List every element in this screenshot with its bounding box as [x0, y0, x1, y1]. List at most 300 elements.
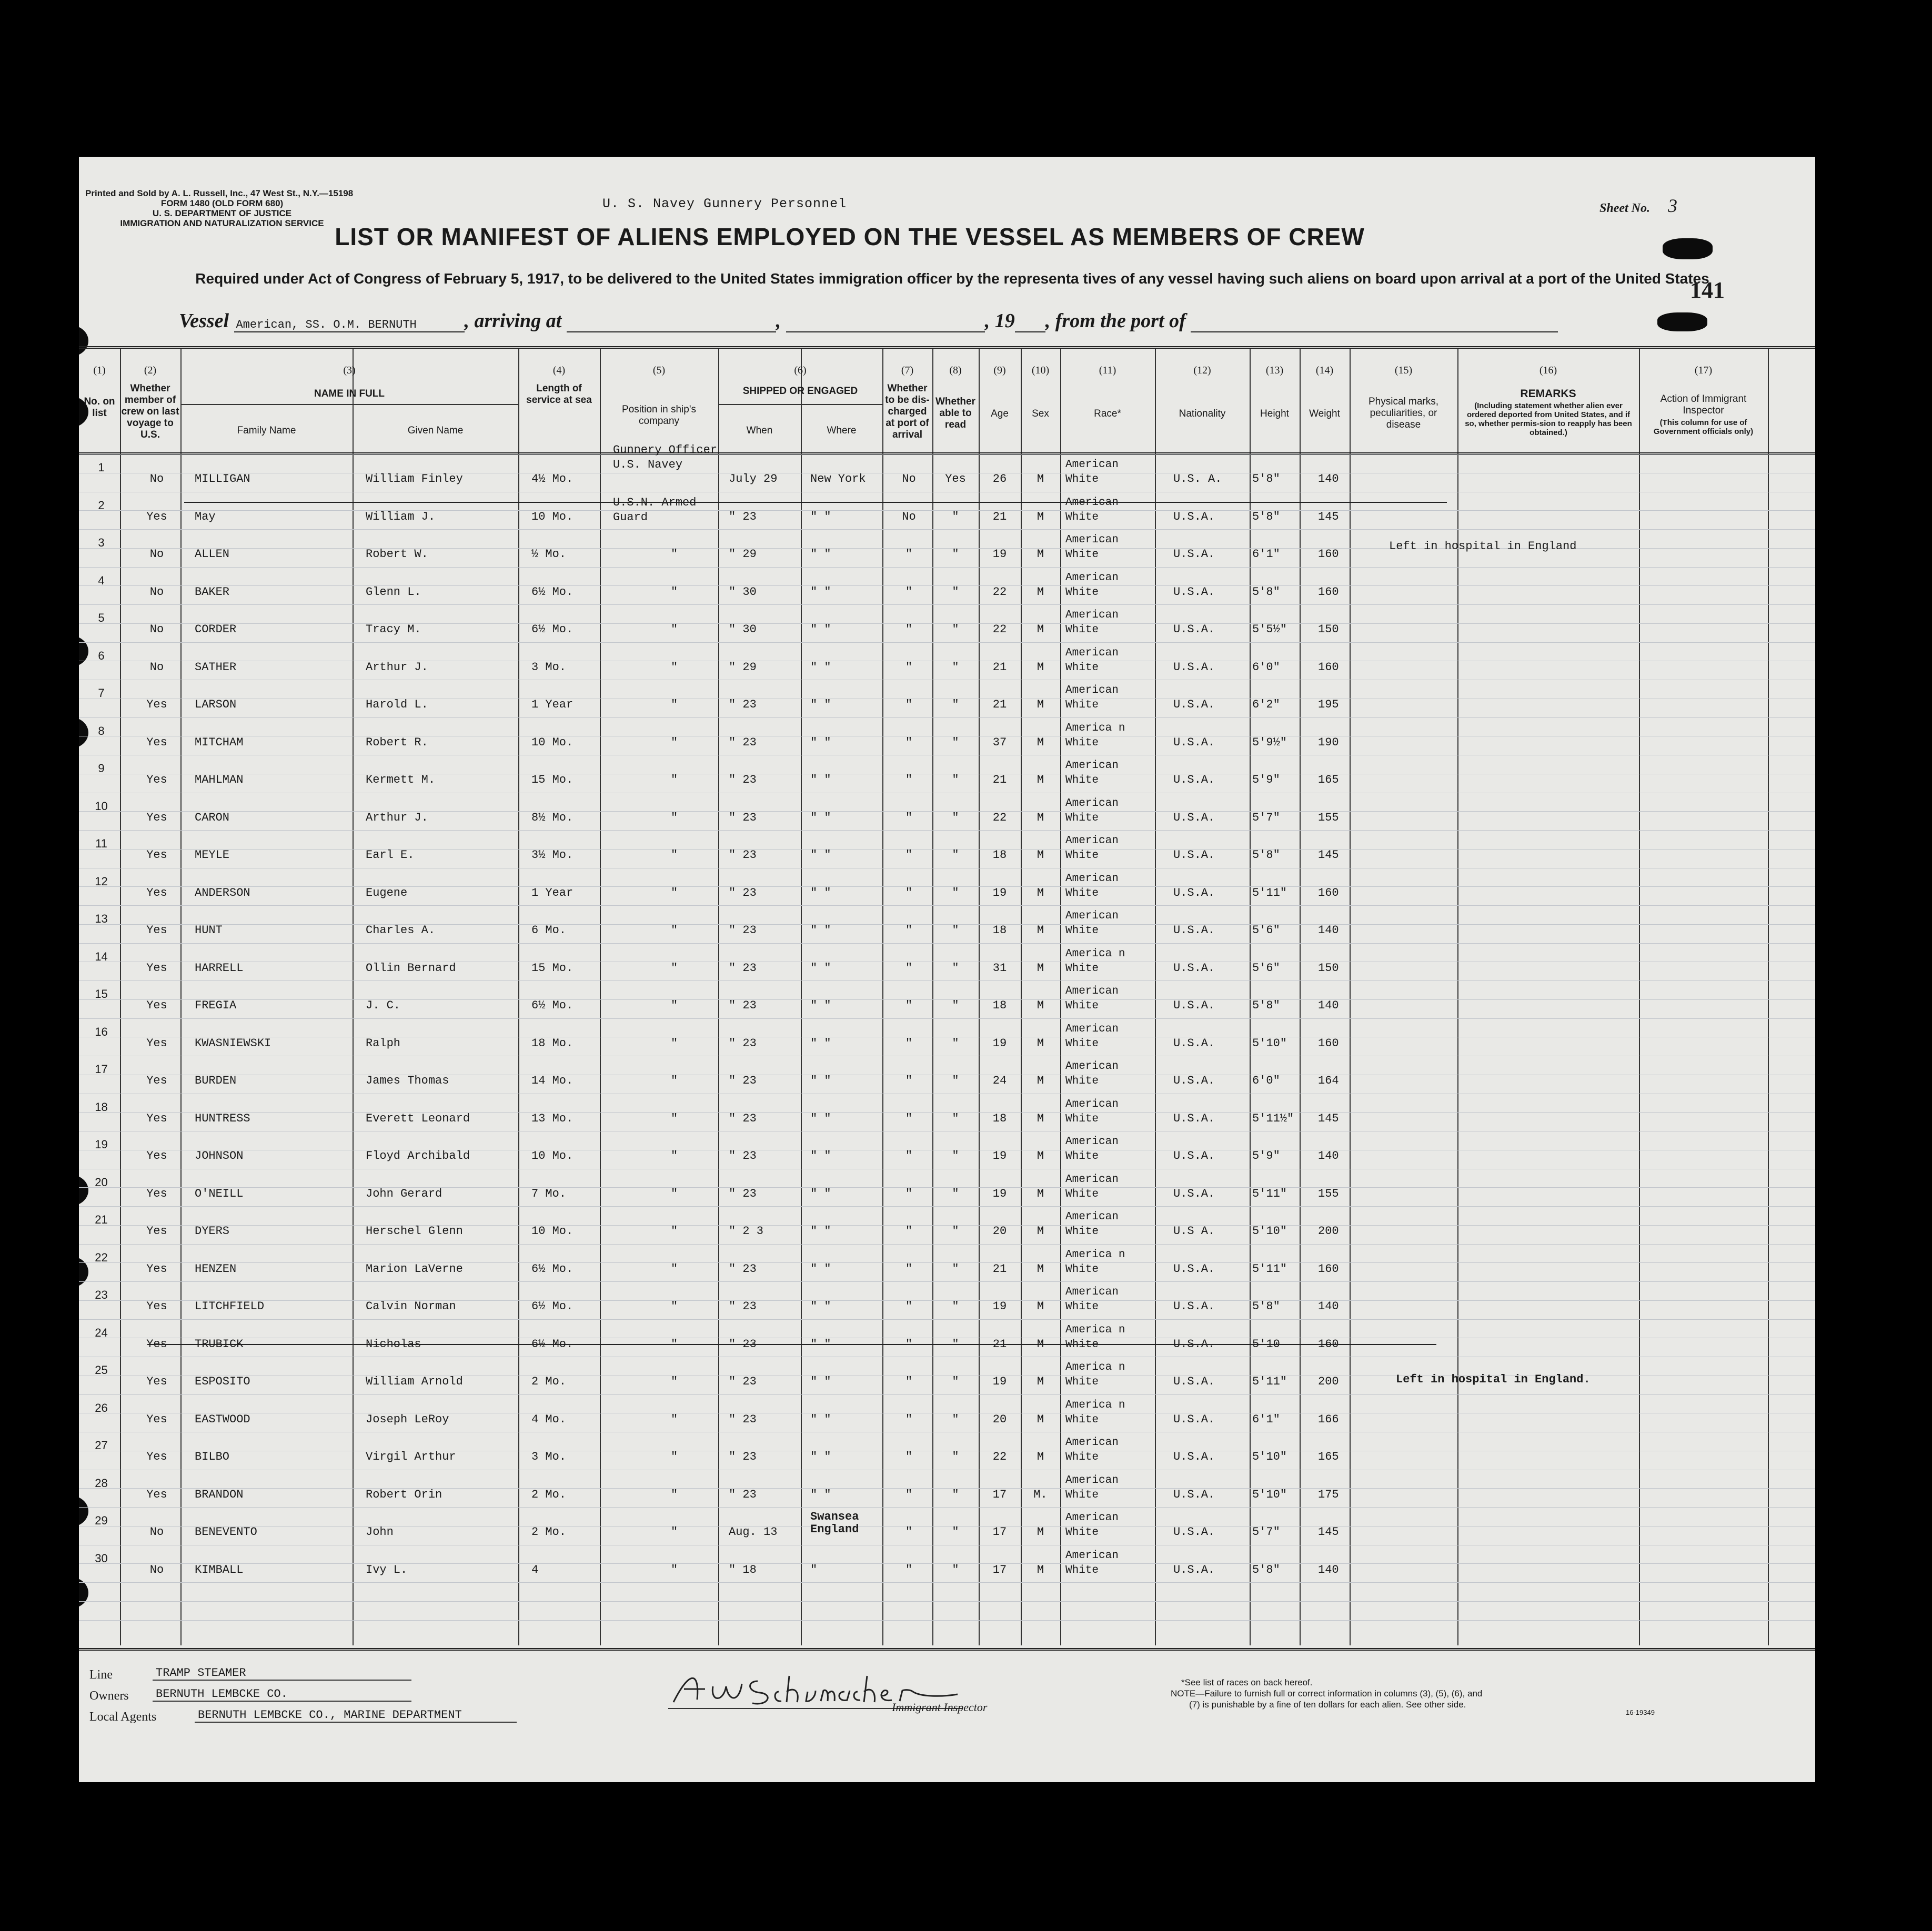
cell-read: ": [952, 1149, 959, 1162]
cell-service: 6½ Mo.: [531, 585, 573, 599]
cell-weight: 164: [1318, 1074, 1339, 1087]
cell-position: ": [671, 811, 678, 824]
col-num: (2): [144, 365, 157, 376]
row-number: 16: [95, 1025, 108, 1038]
cell-age: 20: [992, 1225, 1007, 1238]
cell-height: 5'11": [1252, 1187, 1287, 1200]
cell-read: ": [952, 811, 959, 824]
cell-read: ": [952, 585, 959, 599]
col-num: (14): [1315, 365, 1334, 376]
cell-age: 19: [992, 1187, 1007, 1200]
col-num: (1): [93, 365, 106, 376]
cell-weight: 165: [1318, 1450, 1339, 1463]
cell-member: Yes: [146, 1074, 167, 1087]
cell-weight: 200: [1318, 1225, 1339, 1238]
cell-age: 26: [992, 472, 1007, 486]
row-number: 27: [95, 1439, 108, 1452]
cell-read: ": [952, 961, 959, 975]
cell-given: William Finley: [366, 472, 463, 486]
row-number: 6: [98, 649, 105, 662]
shipped-header-rule: [718, 404, 882, 405]
cell-given: Glenn L.: [366, 585, 421, 599]
manifest-sheet: [79, 157, 1815, 1782]
cell-where: " ": [810, 1337, 831, 1351]
cell-position: ": [671, 548, 678, 561]
cell-age: 37: [992, 735, 1007, 749]
cell-discharged: ": [905, 1036, 913, 1050]
cell-sex: M: [1037, 961, 1044, 975]
cell-sex: M: [1037, 999, 1044, 1012]
cell-given: Everett Leonard: [366, 1111, 470, 1125]
cell-member: No: [149, 660, 164, 674]
cell-read: Yes: [945, 472, 966, 486]
cell-discharged: ": [905, 735, 913, 749]
cell-member: Yes: [146, 510, 167, 523]
row-number: 21: [95, 1213, 108, 1226]
cell-race: American White: [1065, 1549, 1119, 1576]
cell-member: Yes: [146, 698, 167, 711]
cell-nationality: U.S.A.: [1173, 510, 1215, 523]
page-number: 141: [1690, 277, 1725, 303]
row-number: 29: [95, 1514, 108, 1527]
cell-age: 21: [992, 660, 1007, 674]
cell-position: ": [671, 999, 678, 1012]
row-number: 24: [95, 1326, 108, 1339]
cell-read: ": [952, 1337, 959, 1351]
cell-height: 5'8": [1252, 510, 1280, 523]
cell-age: 20: [992, 1412, 1007, 1426]
cell-position: ": [671, 1488, 678, 1501]
cell-service: 10 Mo.: [531, 510, 573, 523]
cell-height: 5'9": [1252, 773, 1280, 786]
cell-discharged: ": [905, 1111, 913, 1125]
cell-race: American White: [1065, 646, 1119, 674]
cell-service: 14 Mo.: [531, 1074, 573, 1087]
cell-position: ": [671, 1450, 678, 1463]
header-sex: Sex: [1032, 408, 1049, 419]
cell-sex: M: [1037, 548, 1044, 561]
cell-position: ": [671, 1412, 678, 1426]
cell-race: America n White: [1065, 1248, 1125, 1276]
row-number: 20: [95, 1175, 108, 1189]
cell-read: ": [952, 1450, 959, 1463]
cell-race: American White: [1065, 910, 1119, 937]
cell-family: ANDERSON: [195, 886, 250, 899]
cell-family: EASTWOOD: [195, 1412, 250, 1426]
cell-weight: 160: [1318, 585, 1339, 599]
cell-discharged: ": [905, 848, 913, 862]
cell-nationality: U.S.A.: [1173, 585, 1215, 599]
cell-age: 18: [992, 999, 1007, 1012]
cell-age: 18: [992, 848, 1007, 862]
cell-where: " ": [810, 1187, 831, 1200]
cell-discharged: ": [905, 1525, 913, 1539]
header-remarks-note: (Including statement whether alien ever ordered deported from United States, and if so, whether permis-sion to reapply has been obtained.): [1465, 401, 1632, 437]
header-discharged: Whether to be dis-charged at port of arrival: [885, 383, 930, 440]
cell-family: MILLIGAN: [195, 472, 250, 486]
cell-read: ": [952, 999, 959, 1012]
cell-service: 2 Mo.: [531, 1525, 567, 1539]
cell-position: ": [671, 886, 678, 899]
cell-where: " ": [810, 924, 831, 937]
cell-weight: 145: [1318, 510, 1339, 523]
row-number: 23: [95, 1288, 108, 1301]
cell-family: BRANDON: [195, 1488, 244, 1501]
cell-sex: M: [1037, 735, 1044, 749]
cell-nationality: U.S.A.: [1173, 548, 1215, 561]
row-number: 12: [95, 874, 108, 888]
cell-height: 5'9": [1252, 1149, 1280, 1162]
cell-service: 10 Mo.: [531, 1149, 573, 1162]
row-number: 9: [98, 762, 105, 775]
service-line: IMMIGRATION AND NATURALIZATION SERVICE: [120, 218, 324, 228]
line-label: Line: [89, 1668, 113, 1682]
cell-age: 19: [992, 548, 1007, 561]
cell-when: " 18: [729, 1563, 757, 1576]
cell-nationality: U.S.A.: [1173, 1036, 1215, 1050]
cell-height: 5'11": [1252, 1375, 1287, 1388]
header-family-name: Family Name: [237, 425, 296, 436]
cell-age: 21: [992, 1337, 1007, 1351]
cell-where: " ": [810, 886, 831, 899]
col-num: (15): [1394, 365, 1413, 376]
row-number: 11: [95, 837, 107, 850]
col-num: (12): [1193, 365, 1211, 376]
cell-position: ": [671, 1149, 678, 1162]
cell-discharged: ": [905, 999, 913, 1012]
cell-age: 19: [992, 1375, 1007, 1388]
ruling-line: [79, 1394, 1815, 1395]
form-number: 16-19349: [1626, 1708, 1655, 1716]
cell-weight: 140: [1318, 924, 1339, 937]
cell-discharged: ": [905, 548, 913, 561]
cell-where: " ": [810, 961, 831, 975]
cell-position: ": [671, 773, 678, 786]
row-number: 13: [95, 912, 108, 925]
cell-read: ": [952, 1300, 959, 1313]
cell-position: ": [671, 1111, 678, 1125]
cell-discharged: ": [905, 623, 913, 636]
cell-position: ": [671, 1187, 678, 1200]
cell-race: American White: [1065, 534, 1119, 561]
vessel-value: American, SS. O.M. BERNUTH: [234, 318, 465, 332]
cell-family: HARRELL: [195, 961, 244, 975]
cell-age: 19: [992, 1036, 1007, 1050]
cell-when: " 23: [729, 1111, 757, 1125]
cell-service: 6½ Mo.: [531, 1300, 573, 1313]
cell-member: No: [149, 472, 164, 486]
cell-age: 21: [992, 698, 1007, 711]
cell-family: BILBO: [195, 1450, 230, 1463]
cell-nationality: U.S.A.: [1173, 1337, 1215, 1351]
cell-sex: M: [1037, 1187, 1044, 1200]
cell-sex: M.: [1033, 1488, 1048, 1501]
cell-where: " ": [810, 1036, 831, 1050]
header-position: Position in ship's company: [622, 404, 696, 427]
cell-position: ": [671, 1525, 678, 1539]
cell-family: HENZEN: [195, 1262, 237, 1276]
sheet-number-value: 3: [1668, 195, 1677, 216]
cell-where: " ": [810, 811, 831, 824]
arriving-blank: [567, 331, 776, 332]
cell-discharged: ": [905, 1337, 913, 1351]
cell-discharged: No: [902, 472, 916, 486]
cell-given: John Gerard: [366, 1187, 442, 1200]
cell-given: Charles A.: [366, 924, 436, 937]
cell-age: 18: [992, 924, 1007, 937]
inspector-label: Immigrant Inspector: [892, 1701, 988, 1714]
cell-read: ": [952, 510, 959, 523]
cell-given: John: [366, 1525, 394, 1539]
cell-weight: 160: [1318, 548, 1339, 561]
cell-member: Yes: [146, 1036, 167, 1050]
cell-read: ": [952, 1074, 959, 1087]
cell-weight: 165: [1318, 773, 1339, 786]
cell-read: ": [952, 1225, 959, 1238]
cell-weight: 150: [1318, 623, 1339, 636]
cell-weight: 200: [1318, 1375, 1339, 1388]
cell-weight: 160: [1318, 886, 1339, 899]
cell-service: 6½ Mo.: [531, 623, 573, 636]
cell-age: 17: [992, 1488, 1007, 1501]
cell-nationality: U.S.A.: [1173, 886, 1215, 899]
row-number: 17: [95, 1063, 108, 1076]
cell-member: No: [149, 1525, 164, 1539]
cell-family: MITCHAM: [195, 735, 244, 749]
cell-family: LARSON: [195, 698, 237, 711]
cell-nationality: U.S.A.: [1173, 961, 1215, 975]
cell-member: No: [149, 548, 164, 561]
cell-race: American White: [1065, 609, 1119, 636]
cell-family: ALLEN: [195, 548, 230, 561]
cell-age: 19: [992, 1149, 1007, 1162]
cell-nationality: U.S.A.: [1173, 1563, 1215, 1576]
cell-read: ": [952, 1412, 959, 1426]
col-num: (3): [343, 365, 356, 376]
cell-weight: 155: [1318, 811, 1339, 824]
cell-race: American White: [1065, 1474, 1119, 1501]
cell-height: 5'10: [1252, 1337, 1280, 1351]
cell-when: " 23: [729, 1488, 757, 1501]
cell-member: No: [149, 585, 164, 599]
cell-member: Yes: [146, 999, 167, 1012]
cell-family: JOHNSON: [195, 1149, 244, 1162]
cell-member: Yes: [146, 1187, 167, 1200]
cell-position: ": [671, 1300, 678, 1313]
cell-where: " ": [810, 1074, 831, 1087]
cell-where: " ": [810, 1300, 831, 1313]
cell-height: 6'0": [1252, 660, 1280, 674]
ruling-line: [79, 905, 1815, 906]
cell-position: ": [671, 924, 678, 937]
cell-given: Harold L.: [366, 698, 428, 711]
punch-hole: [79, 1577, 88, 1609]
cell-nationality: U.S.A.: [1173, 698, 1215, 711]
cell-read: ": [952, 848, 959, 862]
cell-discharged: ": [905, 961, 913, 975]
cell-weight: 150: [1318, 961, 1339, 975]
cell-nationality: U.S.A.: [1173, 999, 1215, 1012]
cell-weight: 195: [1318, 698, 1339, 711]
cell-discharged: ": [905, 585, 913, 599]
cell-read: ": [952, 1111, 959, 1125]
cell-sex: M: [1037, 698, 1044, 711]
header-action-note: (This column for use of Government officials only): [1653, 418, 1754, 436]
cell-position: ": [671, 623, 678, 636]
cell-height: 5'7": [1252, 1525, 1280, 1539]
cell-race: American White: [1065, 1173, 1119, 1200]
cell-height: 6'1": [1252, 548, 1280, 561]
cell-weight: 160: [1318, 1036, 1339, 1050]
cell-member: Yes: [146, 924, 167, 937]
cell-where: New York: [810, 472, 866, 486]
cell-given: Ivy L.: [366, 1563, 408, 1576]
vessel-line: Vessel American, SS. O.M. BERNUTH , arriving at , , 19 , from the port of: [179, 309, 1558, 332]
cell-race: American White: [1065, 1136, 1119, 1162]
cell-service: 6½ Mo.: [531, 999, 573, 1012]
punch-hole: [79, 717, 88, 749]
arriving-label: , arriving at: [464, 310, 562, 332]
note-races: *See list of races on back hereof.: [1181, 1677, 1313, 1687]
cell-when: " 23: [729, 510, 757, 523]
ruling-line: [79, 604, 1815, 605]
cell-position: ": [671, 735, 678, 749]
cell-family: BAKER: [195, 585, 230, 599]
cell-height: 5'10": [1252, 1488, 1287, 1501]
cell-weight: 140: [1318, 999, 1339, 1012]
cell-member: Yes: [146, 1450, 167, 1463]
cell-given: Robert W.: [366, 548, 428, 561]
cell-member: Yes: [146, 1149, 167, 1162]
cell-where: " ": [810, 660, 831, 674]
cell-when: " 23: [729, 1412, 757, 1426]
cell-discharged: ": [905, 1563, 913, 1576]
header-rule: [79, 346, 1815, 349]
col-num: (16): [1539, 365, 1557, 376]
cell-nationality: U.S A.: [1173, 1225, 1215, 1238]
header-when: When: [746, 425, 773, 436]
cell-family: HUNTRESS: [195, 1111, 250, 1125]
cell-given: Robert R.: [366, 735, 428, 749]
cell-age: 22: [992, 1450, 1007, 1463]
cell-when: " 23: [729, 848, 757, 862]
header-name-in-full: NAME IN FULL: [314, 388, 385, 399]
ruling-line: [79, 529, 1815, 530]
cell-read: ": [952, 698, 959, 711]
cell-discharged: No: [902, 510, 916, 523]
cell-height: 5'8": [1252, 999, 1280, 1012]
cell-where: " ": [810, 773, 831, 786]
cell-height: 5'8": [1252, 848, 1280, 862]
cell-nationality: U.S.A.: [1173, 1149, 1215, 1162]
cell-when: " 23: [729, 698, 757, 711]
header-able-to-read: Whether able to read: [935, 396, 975, 430]
cell-when: Aug. 13: [729, 1525, 778, 1539]
cell-weight: 160: [1318, 1262, 1339, 1276]
cell-height: 5'6": [1252, 924, 1280, 937]
cell-age: 22: [992, 623, 1007, 636]
cell-service: ½ Mo.: [531, 548, 567, 561]
cell-family: FREGIA: [195, 999, 237, 1012]
cell-sex: M: [1037, 1036, 1044, 1050]
cell-read: ": [952, 1488, 959, 1501]
cell-sex: M: [1037, 1450, 1044, 1463]
cell-age: 19: [992, 1300, 1007, 1313]
cell-height: 5'10": [1252, 1225, 1287, 1238]
cell-nationality: U.S.A.: [1173, 924, 1215, 937]
ruling-line: [79, 1601, 1815, 1602]
redaction-mark: [1657, 312, 1707, 331]
cell-discharged: ": [905, 660, 913, 674]
cell-weight: 190: [1318, 735, 1339, 749]
cell-member: Yes: [146, 1300, 167, 1313]
cell-sex: M: [1037, 811, 1044, 824]
col-num: (6): [794, 365, 807, 376]
cell-given: J. C.: [366, 999, 401, 1012]
cell-given: Nicholas: [366, 1337, 421, 1351]
cell-sex: M: [1037, 660, 1044, 674]
row-number: 25: [95, 1363, 108, 1377]
subheading: U. S. Navey Gunnery Personnel: [602, 196, 847, 211]
cell-nationality: U.S.A.: [1173, 1450, 1215, 1463]
row-number: 2: [98, 498, 105, 512]
cell-nationality: U.S.A.: [1173, 1412, 1215, 1426]
cell-discharged: ": [905, 811, 913, 824]
cell-sex: M: [1037, 585, 1044, 599]
cell-race: American White: [1065, 571, 1119, 599]
cell-position: Gunnery Officer U.S. Navey: [613, 443, 718, 471]
cell-service: 3 Mo.: [531, 1450, 567, 1463]
cell-when: " 23: [729, 999, 757, 1012]
cell-given: William Arnold: [366, 1375, 463, 1388]
cell-race: American White: [1065, 1286, 1119, 1313]
row-24-strike: [147, 1344, 1436, 1345]
cell-where: " ": [810, 623, 831, 636]
ruling-line: [79, 1018, 1815, 1019]
row-number: 18: [95, 1100, 108, 1114]
cell-read: ": [952, 735, 959, 749]
cell-given: Arthur J.: [366, 660, 428, 674]
cell-sex: M: [1037, 1225, 1044, 1238]
line-value: TRAMP STEAMER: [153, 1666, 411, 1681]
cell-discharged: ": [905, 1187, 913, 1200]
row-2-strike: [184, 502, 1447, 503]
cell-race: American White: [1065, 496, 1119, 523]
cell-race: American White: [1065, 1060, 1119, 1087]
cell-age: 21: [992, 1262, 1007, 1276]
cell-given: Ollin Bernard: [366, 961, 456, 975]
cell-weight: 166: [1318, 1412, 1339, 1426]
cell-family: May: [195, 510, 216, 523]
header-no-on-list: No. on list: [84, 396, 115, 419]
cell-age: 24: [992, 1074, 1007, 1087]
cell-read: ": [952, 1563, 959, 1576]
cell-race: American White: [1065, 872, 1119, 899]
cell-when: " 23: [729, 811, 757, 824]
vessel-label: Vessel: [179, 310, 229, 332]
cell-discharged: ": [905, 1262, 913, 1276]
cell-given: James Thomas: [366, 1074, 449, 1087]
cell-where: " ": [810, 698, 831, 711]
punch-hole: [79, 325, 88, 357]
ruling-line: [79, 717, 1815, 718]
cell-when: " 23: [729, 961, 757, 975]
ruling-line: [79, 567, 1815, 568]
cell-where: " ": [810, 1375, 831, 1388]
cell-race: American White: [1065, 985, 1119, 1012]
cell-position: ": [671, 1262, 678, 1276]
cell-given: Ralph: [366, 1036, 401, 1050]
